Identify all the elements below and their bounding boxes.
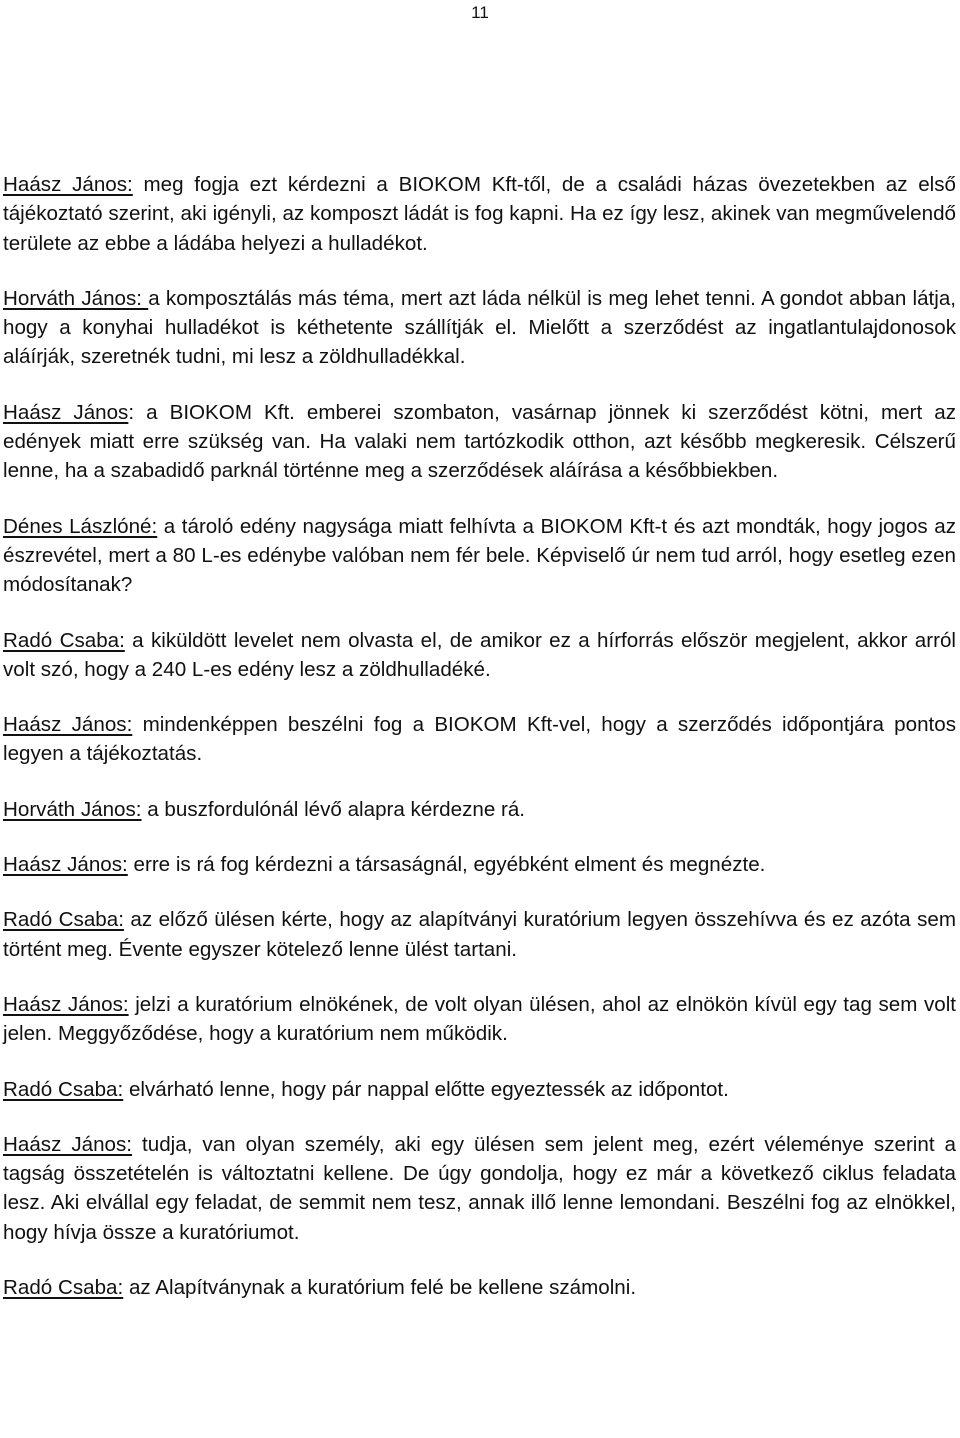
page-number: 11 bbox=[471, 3, 489, 22]
paragraph bbox=[3, 398, 956, 486]
paragraph bbox=[3, 512, 956, 600]
paragraph bbox=[3, 1130, 956, 1247]
speaker-name: Radó Csaba: bbox=[3, 628, 125, 652]
statement-text: a komposztálás más téma, mert azt láda nélkül is meg lehet tenni. A gondot abban látja, hogy a konyhai hulladékot is kéthetente szállítják el. Mielőtt a szerződést az ingatlantulajdonosok aláírják, szeretnék tudni, mi lesz a zöldhulladékkal. bbox=[3, 286, 956, 369]
statement-text: a buszfordulónál lévő alapra kérdezne rá. bbox=[141, 797, 526, 821]
statement-text: erre is rá fog kérdezni a társaságnál, egyébként elment és megnézte. bbox=[127, 853, 766, 877]
statement-text: mindenképpen beszélni fog a BIOKOM Kft-vel, hogy a szerződés időpontjára pontos legyen a tájékoztatás. bbox=[3, 713, 956, 766]
paragraph bbox=[3, 170, 956, 258]
paragraph bbox=[3, 1273, 956, 1302]
paragraph bbox=[3, 710, 956, 769]
speaker-name: Haász János: bbox=[3, 853, 128, 877]
statement-text: az Alapítványnak a kuratórium felé be kellene számolni. bbox=[123, 1276, 637, 1300]
paragraph bbox=[3, 990, 956, 1049]
statement-text: elvárható lenne, hogy pár nappal előtte egyeztessék az időpontot. bbox=[123, 1077, 729, 1101]
statement-text: a tároló edény nagysága miatt felhívta a BIOKOM Kft-t és azt mondták, hogy jogos az észrevétel, mert a 80 L-es edénybe valóban nem fér bele. Képviselő úr nem tud arról, hogy esetleg ezen módosítanak? bbox=[3, 514, 956, 597]
speaker-name: Radó Csaba: bbox=[3, 1276, 124, 1300]
paragraph bbox=[3, 795, 956, 824]
paragraph bbox=[3, 850, 956, 879]
paragraph bbox=[3, 284, 956, 372]
statement-text: az előző ülésen kérte, hogy az alapítványi kuratórium legyen összehívva és ez azóta sem történt meg. Évente egyszer kötelező lenne ülést tartani. bbox=[3, 908, 956, 961]
statement-text: jelzi a kuratórium elnökének, de volt olyan ülésen, ahol az elnökön kívül egy tag sem volt jelen. Meggyőződése, hogy a kuratórium nem működik. bbox=[3, 992, 957, 1046]
speaker-name: Horváth János: bbox=[3, 797, 142, 821]
paragraph bbox=[3, 905, 956, 964]
speaker-name: Radó Csaba: bbox=[3, 1077, 124, 1101]
statement-text: tudja, van olyan személy, aki egy ülésen sem jelent meg, ezért véleménye szerint a tagság összetételén is változtatni kellene. De úgy gondolja, hogy ez már a következő ciklus feladata lesz. Aki elvállal egy feladat, de semmit nem tesz, annak illő lenne lemondani. Beszélni fog az elnökkel, hogy hívja össze a kuratóriumot. bbox=[3, 1132, 956, 1244]
minutes-body bbox=[3, 170, 956, 1328]
speaker-name: Haász János bbox=[3, 400, 129, 424]
speaker-name: Haász János: bbox=[3, 713, 133, 737]
statement-text: a kiküldött levelet nem olvasta el, de amikor ez a hírforrás először megjelent, akkor arról volt szó, hogy a 240 L-es edény lesz a zöldhulladéké. bbox=[3, 628, 956, 681]
paragraph bbox=[3, 626, 956, 685]
paragraph bbox=[3, 1075, 956, 1104]
speaker-name: Haász János: bbox=[3, 173, 133, 196]
speaker-name: Radó Csaba: bbox=[3, 908, 124, 932]
speaker-name: Haász János: bbox=[3, 992, 129, 1016]
speaker-name: Dénes Lászlóné: bbox=[3, 514, 158, 538]
speaker-name: Horváth János: bbox=[3, 286, 149, 310]
statement-text: : a BIOKOM Kft. emberei szombaton, vasárnap jönnek ki szerződést kötni, mert az edények miatt erre szükség van. Ha valaki nem tartózkodik otthon, azt később megkeresik. Célszerű lenne, ha a szabadidő parknál történne meg a szerződések aláírása a későbbiekben. bbox=[3, 400, 956, 483]
speaker-name: Haász János: bbox=[3, 1132, 133, 1156]
statement-text: meg fogja ezt kérdezni a BIOKOM Kft-től, de a családi házas övezetekben az első tájékoztató szerint, aki igényli, az komposzt ládát is fog kapni. Ha ez így lesz, akinek van megművelendő területe az ebbe a ládába helyezi a hulladékot. bbox=[3, 173, 956, 255]
